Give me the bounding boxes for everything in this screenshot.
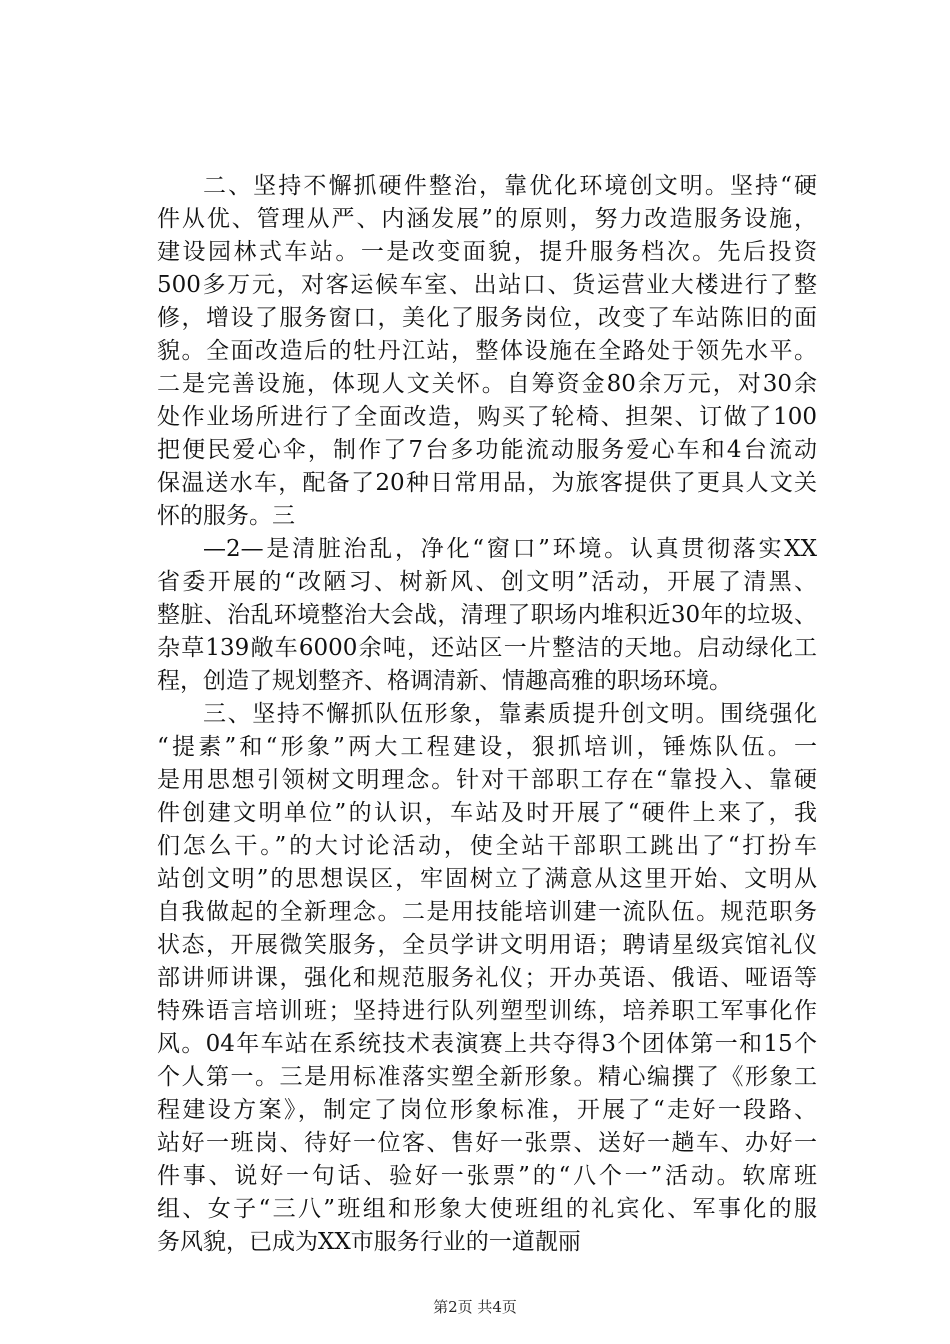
paragraph-line: 务风貌，已成为XX市服务行业的一道靓丽 [157, 1229, 581, 1255]
paragraph-line: 把便民爱心伞，制作了7台多功能流动服务爱心车和4台流动 [157, 437, 817, 463]
paragraph-line: 500多万元，对客运候车室、出站口、货运营业大楼进行了整 [157, 272, 817, 298]
paragraph-line: 保温送水车，配备了20种日常用品，为旅客提供了更具人文关 [157, 470, 817, 496]
paragraph-line: 件从优、管理从严、内涵发展”的原则，努力改造服务设施， [157, 206, 817, 232]
paragraph-line: 貌。全面改造后的牡丹江站，整体设施在全路处于领先水平。 [157, 338, 817, 364]
page-number-footer: 第2页 共4页 [433, 1298, 517, 1316]
paragraph-line: 组、女子“三八”班组和形象大使班组的礼宾化、军事化的服 [157, 1196, 817, 1222]
paragraph-line: 建设园林式车站。一是改变面貌，提升服务档次。先后投资 [157, 239, 817, 265]
paragraph-line: 二、坚持不懈抓硬件整治，靠优化环境创文明。坚持“硬 [203, 173, 817, 199]
paragraph-line: 站好一班岗、待好一位客、售好一张票、送好一趟车、办好一 [157, 1130, 817, 1156]
paragraph-line: 件创建文明单位”的认识，车站及时开展了“硬件上来了，我 [157, 800, 817, 826]
paragraph-line: 是用思想引领树文明理念。针对干部职工存在“靠投入、靠硬 [157, 767, 817, 793]
paragraph-line: 状态，开展微笑服务，全员学讲文明用语；聘请星级宾馆礼仪 [157, 932, 817, 958]
paragraph-line: 整脏、治乱环境整治大会战，清理了职场内堆积近30年的垃圾、 [157, 602, 817, 628]
paragraph-line: 自我做起的全新理念。二是用技能培训建一流队伍。规范职务 [157, 899, 817, 925]
paragraph-line: —2—是清脏治乱，净化“窗口”环境。认真贯彻落实XX [203, 536, 817, 562]
paragraph-line: 件事、说好一句话、验好一张票”的“八个一”活动。软席班 [157, 1163, 817, 1189]
paragraph-line: 修，增设了服务窗口，美化了服务岗位，改变了车站陈旧的面 [157, 305, 817, 331]
paragraph-line: 处作业场所进行了全面改造，购买了轮椅、担架、订做了100 [157, 404, 817, 430]
paragraph-line: 程建设方案》，制定了岗位形象标准，开展了“走好一段路、 [157, 1097, 817, 1123]
paragraph-line: 们怎么干。”的大讨论活动，使全站干部职工跳出了“打扮车 [157, 833, 817, 859]
paragraph-line: 风。04年车站在系统技术表演赛上共夺得3个团体第一和15个 [157, 1031, 817, 1057]
paragraph-line: 程，创造了规划整齐、格调清新、情趣高雅的职场环境。 [157, 668, 732, 694]
paragraph-line: 省委开展的“改陋习、树新风、创文明”活动，开展了清黑、 [157, 569, 817, 595]
paragraph-line: 部讲师讲课，强化和规范服务礼仪；开办英语、俄语、哑语等 [157, 965, 817, 991]
document-body [157, 170, 817, 1259]
paragraph-line: 个人第一。三是用标准落实塑全新形象。精心编撰了《形象工 [157, 1064, 817, 1090]
paragraph-line: “提素”和“形象”两大工程建设，狠抓培训，锤炼队伍。一 [157, 734, 817, 760]
paragraph-line: 怀的服务。三 [157, 503, 295, 529]
paragraph-line: 特殊语言培训班；坚持进行队列塑型训练，培养职工军事化作 [157, 998, 817, 1024]
paragraph-line: 二是完善设施，体现人文关怀。自筹资金80余万元，对30余 [157, 371, 817, 397]
paragraph-line: 站创文明”的思想误区，牢固树立了满意从这里开始、文明从 [157, 866, 817, 892]
paragraph-line: 杂草139敞车6000余吨，还站区一片整洁的天地。启动绿化工 [157, 635, 817, 661]
paragraph-line: 三、坚持不懈抓队伍形象，靠素质提升创文明。围绕强化 [203, 701, 817, 727]
